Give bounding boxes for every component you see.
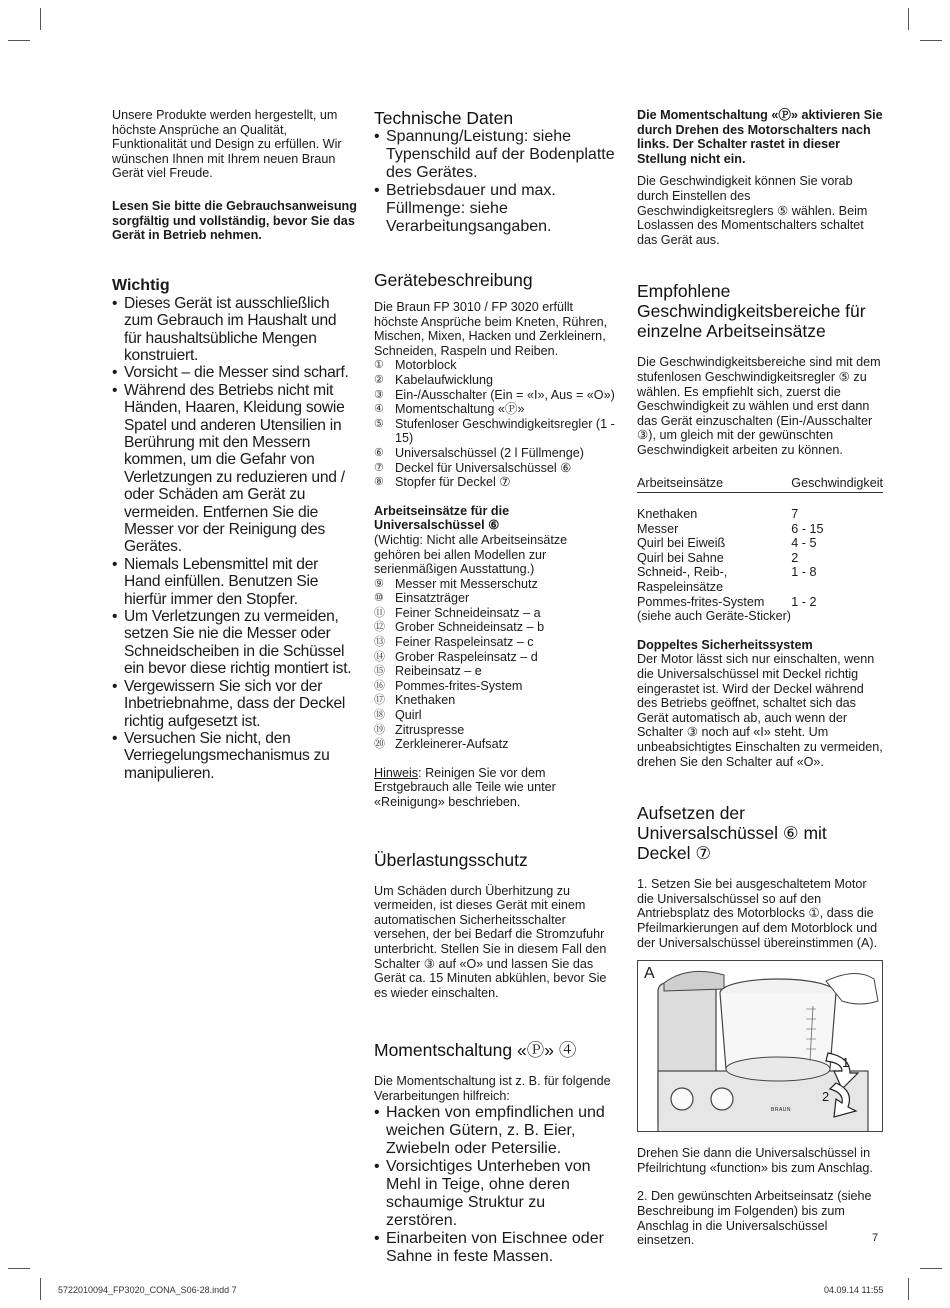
list-item: ⑯ Pommes-frites-System <box>374 678 523 693</box>
list-item: ① Motorblock <box>374 358 457 373</box>
list-item: ⑬ Feiner Raspeleinsatz – c <box>374 635 534 650</box>
intro-text: Unsere Produkte werden hergestellt, um höchste Ansprüche an Qualität, Funktionalität und Design zu erfüllen. Wir wünschen Ihnen mit Ihrem neuen Braun Gerät viel Freude. <box>112 108 342 181</box>
safety-text: Der Motor lässt sich nur einschalten, wenn die Universalschüssel mit Deckel richtig eingerastet ist. Wird der Deckel während des Betriebs geöffnet, schaltet sich das Gerät automatisch ab, auch wenn der Schalter ③ noch auf «I» steht. Um unbeabsichtigtes Einschalten zu vermeiden, drehen Sie den Schalter auf «O». <box>637 652 883 769</box>
tech-list <box>374 128 616 236</box>
table-row: Knethaken <box>637 507 698 522</box>
hinweis-text: Hinweis: Reinigen Sie vor dem Erstgebrauch alle Teile wie unter «Reinigung» beschrieben. <box>374 765 556 809</box>
aufsetzen-step2: 2. Den gewünschten Arbeitseinsatz (siehe Beschreibung im Folgenden) bis zum Anschlag in die Universalschüssel einsetzen. <box>637 1189 872 1248</box>
crop-mark <box>908 1278 909 1300</box>
speed-table-header-speed: Geschwindigkeit <box>791 476 883 493</box>
table-row: Quirl bei Eiweiß <box>637 536 726 551</box>
figure-label: A <box>644 965 655 983</box>
speeds-heading: Empfohlene Geschwindigkeitsbereiche für einzelne Arbeitseinsätze <box>637 281 866 342</box>
column-2 <box>374 108 616 1266</box>
list-item: ⑭ Grober Raspeleinsatz – d <box>374 649 538 664</box>
list-item: ② Kabelaufwicklung <box>374 372 494 387</box>
footer-file-info: 5722010094_FP3020_CONA_S06-28.indd 7 <box>58 1285 237 1295</box>
geraet-intro: Die Braun FP 3010 / FP 3020 erfüllt höchste Ansprüche beim Kneten, Rühren, Mischen, Mixen, Hacken und Zerkleinern, Schneiden, Raspeln und Reiben. <box>374 300 608 358</box>
list-item: • Vergewissern Sie sich vor der Inbetriebnahme, dass der Deckel richtig aufgesetzt ist. <box>112 678 357 730</box>
speed-table: Arbeitseinsätze Geschwindigkeit Knethaken 7 Messer 6 - 15 Quirl bei Eiweiß 4 - 5 Quirl bei Sahne 2 Schneid-, Reib-, Raspeleinsätze 1 - 8 Pommes-frites-System 1 - 2 (siehe auch Geräte-Sticker) <box>637 475 883 624</box>
crop-mark <box>908 8 909 30</box>
aufsetzen-heading: Aufsetzen der Universalschüssel ⑥ mit Deckel ⑦ <box>637 803 827 864</box>
motor-top-shape <box>664 972 724 992</box>
crop-mark <box>8 40 30 41</box>
figure-a <box>637 960 883 1132</box>
list-item: ⑧ Stopfer für Deckel ⑦ <box>374 475 511 490</box>
footer-timestamp: 04.09.14 11:55 <box>824 1285 884 1295</box>
list-item: ⑲ Zitruspresse <box>374 722 465 737</box>
list-item: ④ Momentschaltung «Ⓟ» <box>374 402 525 417</box>
list-item: • Dieses Gerät ist ausschließlich zum Gebrauch im Haushalt und für haushaltsübliche Mengen konstruiert. <box>112 295 357 365</box>
figure-arrow-label-1: 1 <box>842 1055 850 1071</box>
moment-heading: Momentschaltung «Ⓟ» ④ <box>374 1040 577 1061</box>
intro-instruction: Lesen Sie bitte die Gebrauchsanweisung sorgfältig und vollständig, bevor Sie das Gerät in Betrieb nehmen. <box>112 198 357 243</box>
list-item: ⑦ Deckel für Universalschüssel ⑥ <box>374 460 572 475</box>
tech-heading: Technische Daten <box>374 108 514 128</box>
table-row: (siehe auch Geräte-Sticker) <box>637 609 791 624</box>
crop-mark <box>40 8 41 30</box>
accessories-heading: Arbeitseinsätze für die Universalschüssel ⑥ <box>374 503 510 533</box>
list-item: ⑱ Quirl <box>374 708 422 723</box>
list-item: ③ Ein-/Ausschalter (Ein = «I», Aus = «O») <box>374 387 615 402</box>
speed-knob-shape <box>711 1088 733 1110</box>
wichtig-list <box>112 295 357 782</box>
crop-mark <box>8 1268 30 1269</box>
table-row: Pommes-frites-System <box>637 594 765 609</box>
list-item: ⑨ Messer mit Messerschutz <box>374 576 538 591</box>
list-item: ⑤ Stufenloser Geschwindigkeitsregler (1 - 15) <box>374 416 615 446</box>
moment-speed-text: Die Geschwindigkeit können Sie vorab durch Einstellen des Geschwindigkeitsreglers ⑤ wählen. Beim Loslassen des Momentschalters schaltet das Gerät aus. <box>637 174 868 247</box>
crop-mark <box>920 1268 942 1269</box>
aufsetzen-step1: 1. Setzen Sie bei ausgeschaltetem Motor die Universalschüssel so auf den Antriebsplatz des Motorblocks ①, dass die Pfeilmarkierungen auf dem Motorblock und der Universalschüssel übereinstimmen (A). <box>637 877 878 950</box>
ueberlast-text: Um Schäden durch Überhitzung zu vermeiden, ist dieses Gerät mit einem automatischen Sicherheitsschalter versehen, der bei Bedarf die Stromzufuhr unterbricht. Stellen Sie in diesem Fall den Schalter ③ auf «O» und lassen Sie das Gerät ca. 15 Minuten abkühlen, bevor Sie es wieder einschalten. <box>374 883 607 1000</box>
list-item: ⑳ Zerkleinerer-Aufsatz <box>374 737 509 752</box>
food-processor-illustration <box>638 961 882 1131</box>
list-item: • Niemals Lebensmittel mit der Hand einfüllen. Benutzen Sie hierfür immer den Stopfer. <box>112 556 357 608</box>
speeds-text: Die Geschwindigkeitsbereiche sind mit dem stufenlosen Geschwindigkeitsregler ⑤ zu wählen. Es empfiehlt sich, zuerst die Geschwindigkeit zu wählen und erst dann das Gerät einzuschalten (Ein-/Ausschalter ③), um gleich mit der gewünschten Geschwindigkeit arbeiten zu können. <box>637 355 881 457</box>
moment-activation: Die Momentschaltung «Ⓟ» aktivieren Sie durch Drehen des Motorschalters nach links. Der Schalter rastet in dieser Stellung nicht ein. <box>637 108 883 166</box>
list-item: • Versuchen Sie nicht, den Verriegelungsmechanismus zu manipulieren. <box>112 730 357 782</box>
table-row: Quirl bei Sahne <box>637 550 724 565</box>
moment-intro: Die Momentschaltung ist z. B. für folgende Verarbeitungen hilfreich: <box>374 1074 611 1103</box>
list-item: ⑩ Einsatzträger <box>374 591 470 606</box>
switch-knob-shape <box>671 1088 693 1110</box>
list-item: • Während des Betriebs nicht mit Händen, Haaren, Kleidung sowie Spatel und anderen Utensilien in Berührung mit den Messern kommen, um die Gefahr von Verletzungen zu reduzieren und / oder Schäden am Gerät zu vermeiden. Entfernen Sie die Messer vor der Reinigung des Gerätes. <box>112 382 357 556</box>
page-number: 7 <box>872 1232 879 1244</box>
list-item: • Einarbeiten von Eischnee oder Sahne in feste Massen. <box>374 1230 616 1266</box>
list-item: ⑰ Knethaken <box>374 693 456 708</box>
column-1 <box>112 108 357 782</box>
list-item: • Spannung/Leistung: siehe Typenschild auf der Bodenplatte des Gerätes. <box>374 128 616 182</box>
column-3 <box>637 108 883 1248</box>
aufsetzen-after: Drehen Sie dann die Universalschüssel in Pfeilrichtung «function» bis zum Anschlag. <box>637 1146 873 1175</box>
crop-mark <box>40 1278 41 1300</box>
accessories-list <box>374 577 616 752</box>
table-row: Messer <box>637 521 679 536</box>
accessories-note: (Wichtig: Nicht alle Arbeitseinsätze gehören bei allen Modellen zur serienmäßigen Ausstattung.) <box>374 532 568 577</box>
list-item: ⑥ Universalschüssel (2 l Füllmenge) <box>374 445 584 460</box>
parts-list <box>374 358 616 489</box>
list-item: • Vorsicht – die Messer sind scharf. <box>112 364 357 381</box>
moment-list <box>374 1104 616 1266</box>
ueberlast-heading: Überlastungsschutz <box>374 849 528 870</box>
brand-logo: BRAUN <box>771 1107 792 1114</box>
list-item: • Um Verletzungen zu vermeiden, setzen Sie nie die Messer oder Schneidscheiben in die Schüssel ein bevor diese richtig montiert ist. <box>112 608 357 678</box>
list-item: • Hacken von empfindlichen und weichen Gütern, z. B. Eier, Zwiebeln oder Petersilie. <box>374 1104 616 1158</box>
figure-arrow-label-2: 2 <box>822 1089 830 1105</box>
table-row: Schneid-, Reib-, Raspeleinsätze <box>637 565 728 595</box>
speed-table-header-tool: Arbeitseinsätze <box>637 476 791 493</box>
geraet-heading: Gerätebeschreibung <box>374 270 533 290</box>
list-item: ⑮ Reibeinsatz – e <box>374 664 482 679</box>
safety-heading: Doppeltes Sicherheitssystem <box>637 637 813 652</box>
wichtig-heading: Wichtig <box>112 276 170 294</box>
list-item: • Betriebsdauer und max. Füllmenge: siehe Verarbeitungsangaben. <box>374 182 616 236</box>
list-item: ⑫ Grober Schneideinsatz – b <box>374 620 545 635</box>
list-item: • Vorsichtiges Unterheben von Mehl in Teige, ohne deren schaumige Struktur zu zerstören. <box>374 1158 616 1230</box>
list-item: ⑪ Feiner Schneideinsatz – a <box>374 605 541 620</box>
crop-mark <box>920 40 942 41</box>
bowl-base-shape <box>726 1057 830 1081</box>
